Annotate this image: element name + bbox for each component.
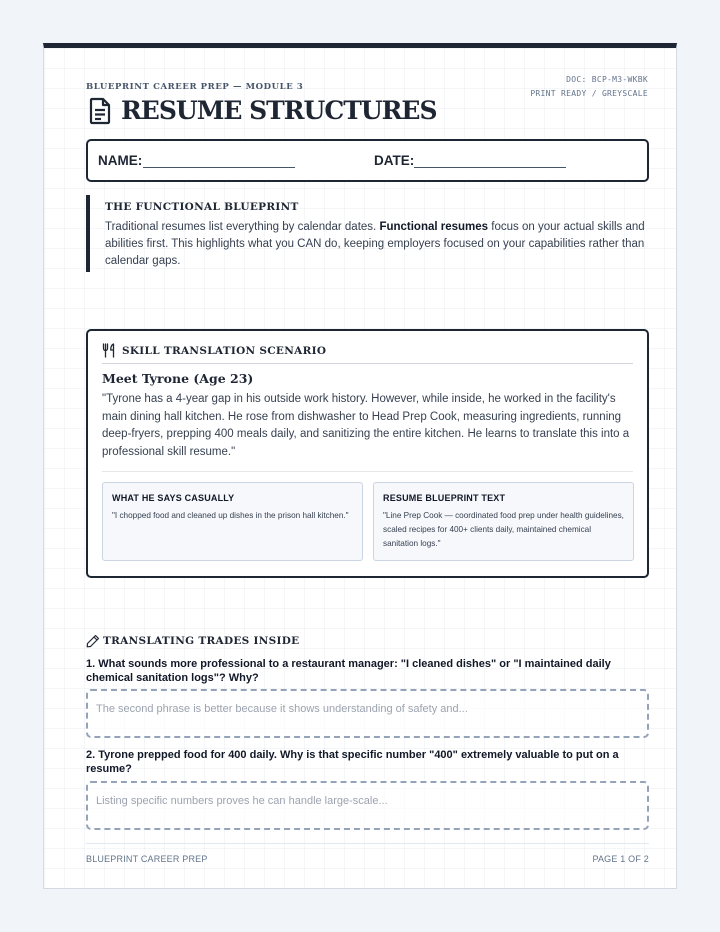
module-kicker: BLUEPRINT CAREER PREP — MODULE 3 xyxy=(86,82,304,92)
casual-card-text: "I chopped food and cleaned up dishes in the prison hall kitchen." xyxy=(112,511,349,520)
date-label: DATE: xyxy=(374,153,415,168)
page-title: RESUME STRUCTURES xyxy=(121,96,437,125)
page-number: PAGE 1 OF 2 xyxy=(592,854,649,864)
doc-meta xyxy=(530,73,648,101)
question-1: 1. What sounds more professional to a restaurant manager: "I cleaned dishes" or "I maintained daily chemical sanitation logs"? Why? xyxy=(86,658,611,684)
resume-card-title: RESUME BLUEPRINT TEXT xyxy=(383,493,506,503)
resume-card-text: "Line Prep Cook — coordinated food prep under health guidelines, scaled recipes for 400+ clients daily, maintained chemical sanitation logs." xyxy=(383,511,624,548)
name-field[interactable] xyxy=(143,167,295,168)
questions-header xyxy=(86,634,299,648)
resume-card xyxy=(373,482,634,561)
document-icon xyxy=(88,97,112,125)
callout-body-start: Traditional resumes list everything by calendar dates. xyxy=(105,221,380,233)
scenario-story: "Tyrone has a 4-year gap in his outside work history. However, while inside, he worked in the facility's main dining hall kitchen. He rose from dishwasher to Head Prep Cook, measuring ingredients, running deep-fryers, prepping 400 meals daily, and sanitizing the entire kitchen. He learns to translate this into a professional skill resume." xyxy=(102,393,630,458)
title-row xyxy=(88,96,437,125)
casual-card-title: WHAT HE SAYS CASUALLY xyxy=(112,493,235,503)
name-label: NAME: xyxy=(98,153,143,168)
scenario-subject: Meet Tyrone (Age 23) xyxy=(102,371,254,386)
page-footer xyxy=(86,843,649,864)
footer-left: BLUEPRINT CAREER PREP xyxy=(86,854,208,864)
callout-body-end: focus on your actual skills and abilities first. This highlights what you CAN do, keeping employers focused on your capabilities rather than calendar gaps. xyxy=(105,221,645,267)
date-field[interactable] xyxy=(414,167,566,168)
print-note: PRINT READY / GREYSCALE xyxy=(530,89,648,98)
divider xyxy=(102,471,633,472)
question-2: 2. Tyrone prepped food for 400 daily. Why is that specific number "400" extremely valuable to put on a resume? xyxy=(86,749,619,775)
fork-knife-icon xyxy=(102,343,116,358)
answer-field-2[interactable]: Listing specific numbers proves he can handle large-scale... xyxy=(86,781,649,830)
answer-field-1[interactable]: The second phrase is better because it shows understanding of safety and... xyxy=(86,689,649,738)
skill-translation-scenario xyxy=(86,329,649,578)
casual-card xyxy=(102,482,363,561)
scenario-title: SKILL TRANSLATION SCENARIO xyxy=(122,345,327,357)
doc-id: DOC: BCP-M3-WKBK xyxy=(566,75,648,84)
scenario-header xyxy=(102,343,633,364)
name-date-box xyxy=(86,139,649,182)
worksheet-page xyxy=(43,43,677,889)
functional-blueprint-callout xyxy=(86,195,649,272)
questions-title: TRANSLATING TRADES INSIDE xyxy=(103,635,300,647)
callout-body-bold: Functional resumes xyxy=(379,221,489,233)
pencil-icon xyxy=(86,634,100,648)
callout-body xyxy=(105,219,645,270)
callout-title: THE FUNCTIONAL BLUEPRINT xyxy=(105,201,299,213)
